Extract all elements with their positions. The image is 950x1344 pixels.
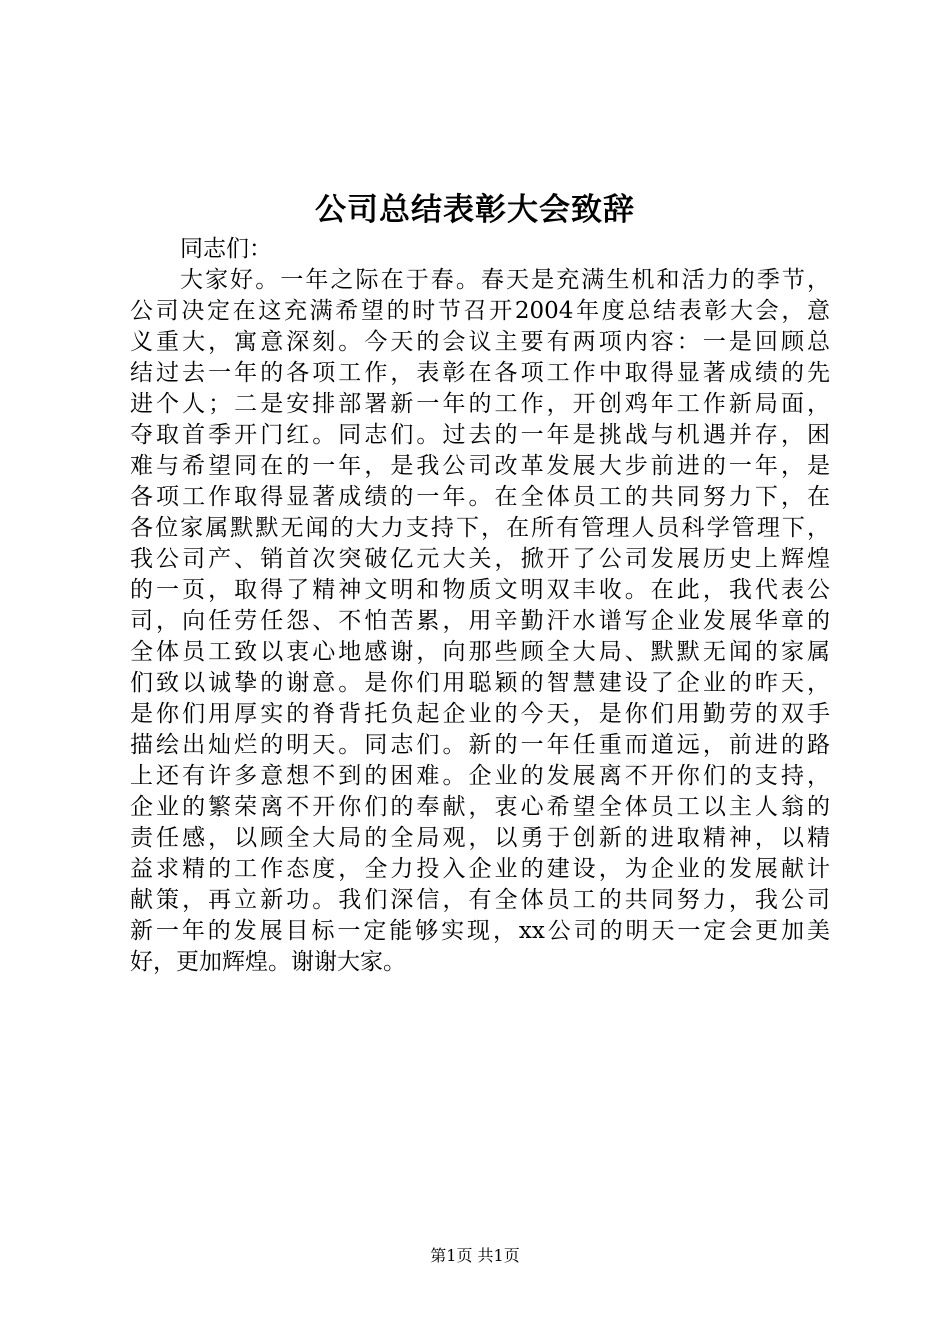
body-line: 责任感，以顾全大局的全局观，以勇于创新的进取精神，以精: [130, 825, 830, 851]
document-body: [130, 234, 830, 978]
body-line: 义重大，寓意深刻。今天的会议主要有两项内容：一是回顾总: [130, 329, 830, 355]
body-line: 大家好。一年之际在于春。春天是充满生机和活力的季节，: [180, 267, 830, 293]
body-line: 司，向任劳任怨、不怕苦累，用辛勤汗水谱写企业发展华章的: [130, 608, 830, 634]
body-line: 好，更加辉煌。谢谢大家。: [130, 949, 406, 975]
body-line: 是你们用厚实的脊背托负起企业的今天，是你们用勤劳的双手: [130, 701, 830, 727]
body-line: 的一页，取得了精神文明和物质文明双丰收。在此，我代表公: [130, 577, 830, 603]
page-number-footer: 第1页 共1页: [430, 1246, 520, 1265]
body-line: 们致以诚挚的谢意。是你们用聪颖的智慧建设了企业的昨天，: [130, 670, 830, 696]
body-line: 描绘出灿烂的明天。同志们。新的一年任重而道远，前进的路: [130, 732, 830, 758]
body-line: 全体员工致以衷心地感谢，向那些顾全大局、默默无闻的家属: [130, 639, 830, 665]
body-line: 我公司产、销首次突破亿元大关，掀开了公司发展历史上辉煌: [130, 546, 830, 572]
body-line: 新一年的发展目标一定能够实现，xx公司的明天一定会更加美: [130, 918, 830, 944]
body-line: 献策，再立新功。我们深信，有全体员工的共同努力，我公司: [130, 887, 830, 913]
body-line: 结过去一年的各项工作，表彰在各项工作中取得显著成绩的先: [130, 360, 830, 386]
body-line: 难与希望同在的一年，是我公司改革发展大步前进的一年，是: [130, 453, 830, 479]
body-line: 各项工作取得显著成绩的一年。在全体员工的共同努力下，在: [130, 484, 830, 510]
salutation: 同志们：: [180, 236, 272, 262]
body-line: 上还有许多意想不到的困难。企业的发展离不开你们的支持，: [130, 763, 830, 789]
body-line: 企业的繁荣离不开你们的奉献，衷心希望全体员工以主人翁的: [130, 794, 830, 820]
body-line: 进个人；二是安排部署新一年的工作，开创鸡年工作新局面，: [130, 391, 830, 417]
body-line: 公司决定在这充满希望的时节召开2004年度总结表彰大会，意: [130, 298, 830, 324]
body-line: 各位家属默默无闻的大力支持下，在所有管理人员科学管理下，: [130, 515, 830, 541]
document-title: 公司总结表彰大会致辞: [315, 192, 635, 228]
body-line: 益求精的工作态度，全力投入企业的建设，为企业的发展献计: [130, 856, 830, 882]
body-line: 夺取首季开门红。同志们。过去的一年是挑战与机遇并存，困: [130, 422, 830, 448]
